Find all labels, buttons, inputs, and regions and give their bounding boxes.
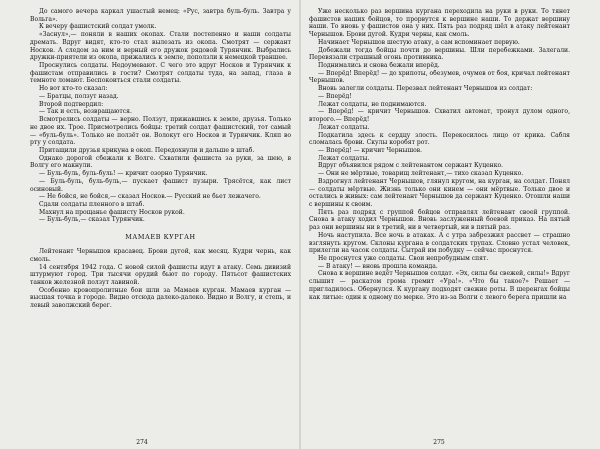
paragraph: Лежат солдаты. <box>318 123 370 131</box>
paragraph: Подкатила здесь к сердцу злость. Перекосилось лицо от крика. Сабля сломалась брови. Скулы коробят рот. <box>309 131 570 147</box>
paragraph: Уже несколько раз вершина кургана переходила на руки в руки. То тянет фашистов наших бойцов, то прорвутся к вершине наши. То держат вершину наши. То вновь у фашистов она у них. Пять раз подряд шёл в атаку лейтенант Чернышов. Брови дугой. Кудри черны, как смоль. <box>309 8 570 39</box>
paragraph: Лежат солдаты, не поднимаются. <box>318 100 427 108</box>
paragraph: Лейтенант Чернышов красавец. Брови дугой, как месяц. Кудри чернь, как смоль. <box>30 248 291 263</box>
paragraph: Всмотрелись солдаты — верно. Ползут, прижавшись к земле, друзья. Только не двое их. Трое. Присмотрелись бойцы: третий солдат фашистский, тот самый — «буль-буль». Только не ползёт он. Волокут его Носков и Турянчик. Кляп во рту у солдата. <box>30 116 291 147</box>
paragraph: Начинает Чернышов шестую атаку, а сам вспоминает первую. <box>318 38 520 46</box>
right-page <box>301 0 600 449</box>
paragraph: — Вперёд! — кричит Чернышов. <box>318 146 423 154</box>
left-text-top <box>30 8 291 224</box>
paragraph: Вздрогнул лейтенант Чернышов, глянул кругом, на курган, на солдат. Понял — солдаты мёртвые. Жизнь только они кинем — они мёртвые. Только двое и остались в живых: сам лейтенант Чернышов да сержант Куценко. Отошли наши с вершины к своим. <box>309 177 570 208</box>
paragraph: Вновь залегли солдаты. Перезвал лейтенант Чернышов из солдат: <box>318 85 533 93</box>
paragraph: Вдруг объявился рядом с лейтенантом сержант Куценко. <box>318 162 504 170</box>
paragraph: — Они не мёртвые, товарищ лейтенант,— тихо сказал Куценко. <box>318 170 524 178</box>
left-page <box>0 0 299 449</box>
paragraph: — Вперёд! — кричит Чернышов. Схватил автомат, тронул дулом одного, второго.— Вперёд! <box>309 108 570 124</box>
paragraph: Не проснутся уже солдаты. Свои непробудным спят. <box>318 255 489 262</box>
paragraph: — Буль-буль, буль-буль,— пускает фашист пузыри. Трясётся, как лист осиновый. <box>30 177 291 193</box>
right-text <box>309 8 570 301</box>
paragraph: Однако дорогой сбежали к Волге. Схватили фашиста за руки, за шею, в Волгу его макнули. <box>30 154 291 170</box>
paragraph: «Заснул»,— поняли в наших окопах. Стали постепенно и наши солдаты дремать. Вдруг видят, кто-то стал вылезать из окопа. Смотрят — сержант Носков. А следом за ним и верный его дружок рядовой Турянчик. Выбрались дружки-приятели из окопа, прижались к земле, поползли к немецкой траншее. <box>30 31 291 62</box>
paragraph: Но вот кто-то сказал: <box>39 85 108 93</box>
paragraph: — В атаку! — вновь прошла команда. <box>318 262 438 270</box>
paragraph: К вечеру фашистский солдат умолк. <box>39 23 157 31</box>
paragraph: Проснулись солдаты. Недоумевают. С чего это вдруг Носков и Турянчик к фашистам отправились в гости? Смотрят солдаты туда, на запад, глаза в темноте ломают. Беспокоиться стали солдаты. <box>30 62 291 85</box>
paragraph: — Вперёд! <box>318 92 352 100</box>
paragraph: Махнул на прощанье фашисту Носков рукой. <box>39 208 185 216</box>
paragraph: — Так и есть, возвращаются. <box>39 108 132 116</box>
paragraph: — Вперёд! Вперёд! — до хрипоты, обезумев, очумев от боя, кричал лейтенант Чернышов. <box>309 69 570 85</box>
page-number-left: 274 <box>136 439 148 446</box>
paragraph: Притащили друзья крикуна в окоп. Передохнули и дальше в штаб. <box>39 146 255 154</box>
paragraph: Сдали солдаты пленного в штаб. <box>39 200 145 208</box>
left-text-bottom <box>30 248 291 310</box>
paragraph: Добежали тогда бойцы почти до вершины. Шли перебежками. Залегали. Перевязали страшный огонь противника. <box>309 46 570 62</box>
paragraph: Пять раз подряд с группой бойцов отправлял лейтенант своей группой. Снова в атаку ходил Чернышов. Вновь заслуженный боевой приказ. На пятый раз они вершины ни в третий, ни в четвертый, ни в пятый раз. <box>309 208 570 232</box>
paragraph: Снова к вершине ведёт Чернышов солдат. «Эх, силы бы свежей, силы!» Вдруг слышит — раскатом грома гремит «Ура!». «Что бы такое?» Решает — пригладилось. Обернулся. К кургану подходят свежие роты. В шеренгах бойцы как литые: один к одному по мерке. Это из-за Волги с левого берега пришли на <box>309 270 570 301</box>
paragraph: Особенно кровопролитные бои шли за Мамаев курган. Мамаев курган — высшая точка в городе. Видно отсюда далеко-далеко. Видно и Волгу, и степь, и левый заволжский берег. <box>30 286 291 310</box>
chapter-title: МАМАЕВ КУРГАН <box>125 233 196 242</box>
paragraph: — Буль-буль, буль-буль! — кричит озорно Турянчик. <box>39 170 208 178</box>
paragraph: Второй подтвердил: <box>39 100 104 108</box>
paragraph: — Буль-буль,— сказал Турянчик. <box>39 216 145 224</box>
paragraph: Поднимались и снова бежали вперёд. <box>318 62 440 70</box>
page-number-right: 275 <box>433 439 445 446</box>
paragraph: — Братцы, ползут назад. <box>39 92 119 100</box>
paragraph: Лежат солдаты. <box>318 154 370 162</box>
paragraph: До самого вечера каркал ушастый немец: «Рус, завтра буль-буль. Завтра у Вольга». <box>30 8 291 23</box>
paragraph: Ночь наступила. Все ночь в атаках. А с утра забрезжил рассвет — страшно взглянуть кругом. Склоны кургана в солдатских трупах. Словно устал человек, прилегли на часок солдаты. Сытрай им побудку — сейчас проснутся. <box>309 231 570 255</box>
paragraph: — Не бойся, не бойся,— сказал Носков.— Русский не бьет лежачего. <box>39 193 261 201</box>
paragraph: 14 сентября 1942 года. С новой силой фашисты идут в атаку. Семь дивизий штурмуют город. Три тысячи орудий бьют по городу. Пятьсот фашистских танков железной ползут лавиной. <box>30 263 291 286</box>
